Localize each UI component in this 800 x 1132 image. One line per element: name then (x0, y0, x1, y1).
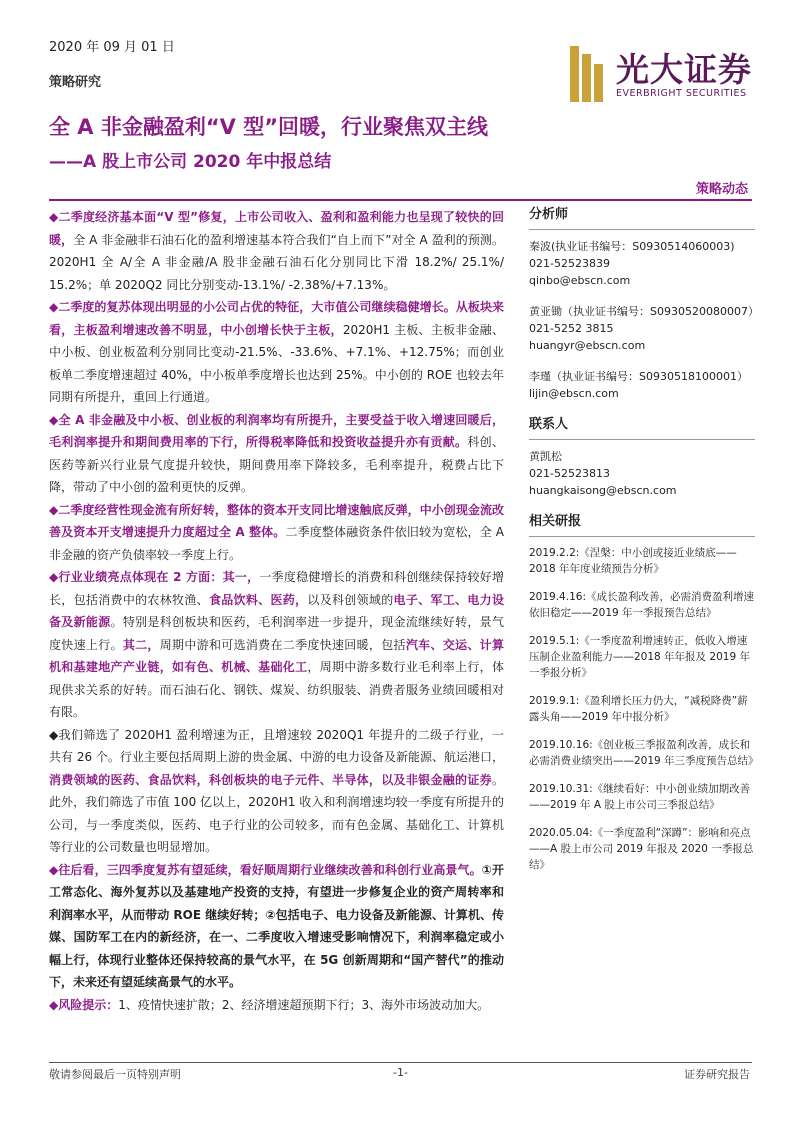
analyst-card (529, 303, 759, 354)
related-reports-heading: 相关研报 (529, 514, 582, 529)
report-body (49, 206, 504, 1016)
analyst-name: 李瑾（执业证书编号：S0930518100001） (529, 370, 748, 383)
report-subtitle: ——A 股上市公司 2020 年中报总结 (49, 152, 332, 172)
paragraph-5-text-e: ，周期中游多数行业毛利率上行，体现供求关系的好转。而石油石化、钢铁、煤炭、纺织服装、消费者服务业绩回暖相对有限。 (49, 660, 504, 719)
related-report-item[interactable]: 2019.2.2:《涅槃：中小创或接近业绩底——2018 年年度业绩预告分析》 (529, 547, 737, 575)
related-report-item[interactable]: 2019.5.1:《一季度盈利增速转正，低收入增速压制企业盈利能力——2018 年年报及 2019 年一季报分析》 (529, 635, 750, 679)
contact-phone: 021-52523813 (529, 467, 610, 480)
risk-warning-label: ◆风险提示： (49, 997, 119, 1012)
analyst-phone: 021-5252 3815 (529, 322, 614, 335)
analyst-email[interactable]: qinbo@ebscn.com (529, 274, 631, 287)
related-reports-divider (529, 536, 755, 537)
header-divider (49, 199, 752, 201)
paragraph-4-text: 二季度整体融资条件依旧较为宽松，全 A 非金融的资产负债率较一季度上行。 (49, 525, 504, 562)
paragraph-7-text: ①开工常态化、海外复苏以及基建地产投资的支持，有望进一步修复企业的资产周转率和利润率水平，从而带动 ROE 继续好转；②包括电子、电力设备及新能源、计算机、传媒、国防军工在内的新经济，在一、二季度收入增速受影响情况下，利润率稳定或小幅上行，体现行业整体还保持较高的景气水平，在 5G 创新周期和“国产替代”的推动下，未来还有望延续高景气的水平。 (49, 862, 504, 989)
contact-name: 黄凯松 (529, 450, 562, 463)
paragraph-6-hl: 消费领域的医药、食品饮料，科创板块的电子元件、半导体，以及非银金融的证券 (49, 772, 492, 787)
report-date: 2020 年 09 月 01 日 (49, 40, 175, 55)
paragraph-5-lead: ◆行业业绩亮点体现在 2 方面：其一， (49, 570, 260, 584)
paragraph-1-lead: ◆二季度经济基本面“V 型”修复，上市公司收入、盈利和盈利能力也呈现了较快的回暖， (49, 210, 504, 247)
sidebar (529, 206, 759, 885)
paragraph-2-lead: ◆二季度的复苏体现出明显的小公司占优的特征，大市值公司继续稳健增长。从板块来看，主板盈利增速改善不明显，中小创增长快于主板， (49, 300, 504, 337)
paragraph-5-text-b: 以及科创领域的 (307, 592, 394, 607)
paragraph-6 (49, 724, 504, 859)
analyst-heading: 分析师 (529, 207, 569, 222)
analyst-name: 秦波(执业证书编号：S0930514060003) (529, 240, 735, 253)
analyst-email[interactable]: lijin@ebscn.com (529, 387, 619, 400)
paragraph-7-lead: ◆往后看，三四季度复苏有望延续，看好顺周期行业继续改善和科创行业高景气。 (49, 862, 482, 877)
paragraph-8 (49, 994, 504, 1017)
contact-card (529, 448, 755, 499)
paragraph-5-hl-b: 电子、军工、电力设备及新能源 (49, 592, 504, 629)
risk-warning-text: 1、疫情快速扩散；2、经济增速超预期下行；3、海外市场波动加大。 (118, 997, 490, 1012)
footer-divider (49, 1062, 752, 1063)
logo-text-cn: 光大证券 (616, 50, 752, 89)
paragraph-5-text-a: 一季度稳健增长的消费和科创继续保持较好增长，包括消费中的农林牧渔、 (49, 570, 504, 607)
paragraph-5-hl-a: 食品饮料、医药， (208, 592, 308, 607)
analyst-card (529, 238, 755, 289)
paragraph-5-text-d: 周期中游和可选消费在二季度快速回暖，包括 (159, 637, 406, 652)
related-reports-list (529, 545, 759, 873)
related-report-item[interactable]: 2019.10.16:《创业板三季报盈利改善，成长和必需消费业绩突出——2019 年三季度预告总结》 (529, 739, 759, 767)
related-report-item[interactable]: 2019.10.31:《继续看好：中小创业绩加期改善——2019 年 A 股上市公司三季报总结》 (529, 783, 751, 811)
contact-email[interactable]: huangkaisong@ebscn.com (529, 484, 677, 497)
document-type: 策略动态 (695, 182, 748, 197)
paragraph-4-lead: ◆二季度经营性现金流有所好转，整体的资本开支同比增速触底反弹，中小创现金流改善及资本开支增速提升力度超过全 A 整体。 (49, 502, 504, 539)
related-report-item[interactable]: 2020.05.04:《一季度盈利“深蹲”：影响和亮点——A 股上市公司 2019 年报及 2020 一季报总结》 (529, 827, 754, 871)
paragraph-5-hl-c: 其二， (122, 637, 160, 652)
paragraph-5-hl-d: 汽车、交运、计算机和基建地产产业链，如有色、机械、基础化工 (49, 637, 504, 674)
paragraph-5 (49, 566, 504, 724)
paragraph-3-lead: ◆全 A 非金融及中小板、创业板的利润率均有所提升，主要受益于收入增速回暖后，毛利润率提升和期间费用率的下行，所得税率降低和投资收益提升亦有贡献。 (49, 412, 504, 449)
paragraph-2 (49, 296, 504, 409)
analyst-name: 黄亚锄（执业证书编号：S0930520080007） (529, 305, 759, 318)
contact-divider (529, 439, 755, 440)
paragraph-3-text: 科创、医药等新兴行业景气度提升较快，期间费用率下降较多，毛利率提升，税费占比下降，带动了中小创的盈利更快的反弹。 (49, 435, 504, 494)
footer-doc-label: 证券研究报告 (684, 1068, 750, 1081)
paragraph-7 (49, 859, 504, 994)
company-logo (570, 40, 760, 110)
paragraph-1 (49, 206, 504, 296)
logo-mark-icon (570, 46, 608, 102)
analyst-phone: 021-52523839 (529, 257, 610, 270)
report-title: 全 A 非金融盈利“V 型”回暖，行业聚焦双主线 (49, 115, 489, 139)
paragraph-6-text-a: ◆我们筛选了 2020H1 盈利增速为正，且增速较 2020Q1 年提升的二级子行业，一共有 26 个。行业主要包括周期上游的贵金属、中游的电力设备及新能源、航运港口， (49, 727, 504, 764)
footer-disclaimer: 敬请参阅最后一页特别声明 (49, 1068, 181, 1081)
report-category: 策略研究 (49, 75, 102, 90)
related-report-item[interactable]: 2019.9.1:《盈利增长压力仍大，“减税降费”薪露头角——2019 年中报分析》 (529, 695, 748, 723)
analyst-divider (529, 229, 755, 230)
related-report-item[interactable]: 2019.4.16:《成长盈利改善，必需消费盈利增速依旧稳定——2019 年一季报预告总结》 (529, 591, 754, 619)
page-number: -1- (393, 1066, 408, 1079)
analyst-card (529, 368, 755, 402)
paragraph-2-text: 2020H1 主板、主板非金融、中小板、创业板盈利分别同比变动-21.5%、-33.6%、+7.1%、+12.75%；而创业板单二季度增速超过 40%，中小板单季度增长也达到 25%。中小创的 ROE 也较去年同期有所提升，重回上行通道。 (49, 322, 504, 404)
paragraph-4 (49, 499, 504, 567)
paragraph-5-text-c: 。特别是科创板块和医药，毛利润率进一步提升，现金流继续好转，景气度快速上行。 (49, 615, 504, 652)
analyst-email[interactable]: huangyr@ebscn.com (529, 339, 646, 352)
contact-heading: 联系人 (529, 417, 569, 432)
logo-text-en: EVERBRIGHT SECURITIES (616, 88, 747, 99)
paragraph-6-text-b: 。此外，我们筛选了市值 100 亿以上，2020H1 收入和利润增速均较一季度有所提升的公司，与一季度类似，医药、电子行业的公司较多，而有色金属、基础化工、计算机等行业的公司数量也明显增加。 (49, 772, 504, 854)
paragraph-1-text: 全 A 非金融非石油石化的盈利增速基本符合我们“自上而下”对全 A 盈利的预测。2020H1 全 A/全 A 非金融/A 股非金融石油石化分别同比下滑 18.2%/ 25.1%/ 15.2%；单 2020Q2 同比分别变动-13.1%/ -2.38%/+7.13%。 (49, 232, 504, 292)
paragraph-3 (49, 409, 504, 499)
